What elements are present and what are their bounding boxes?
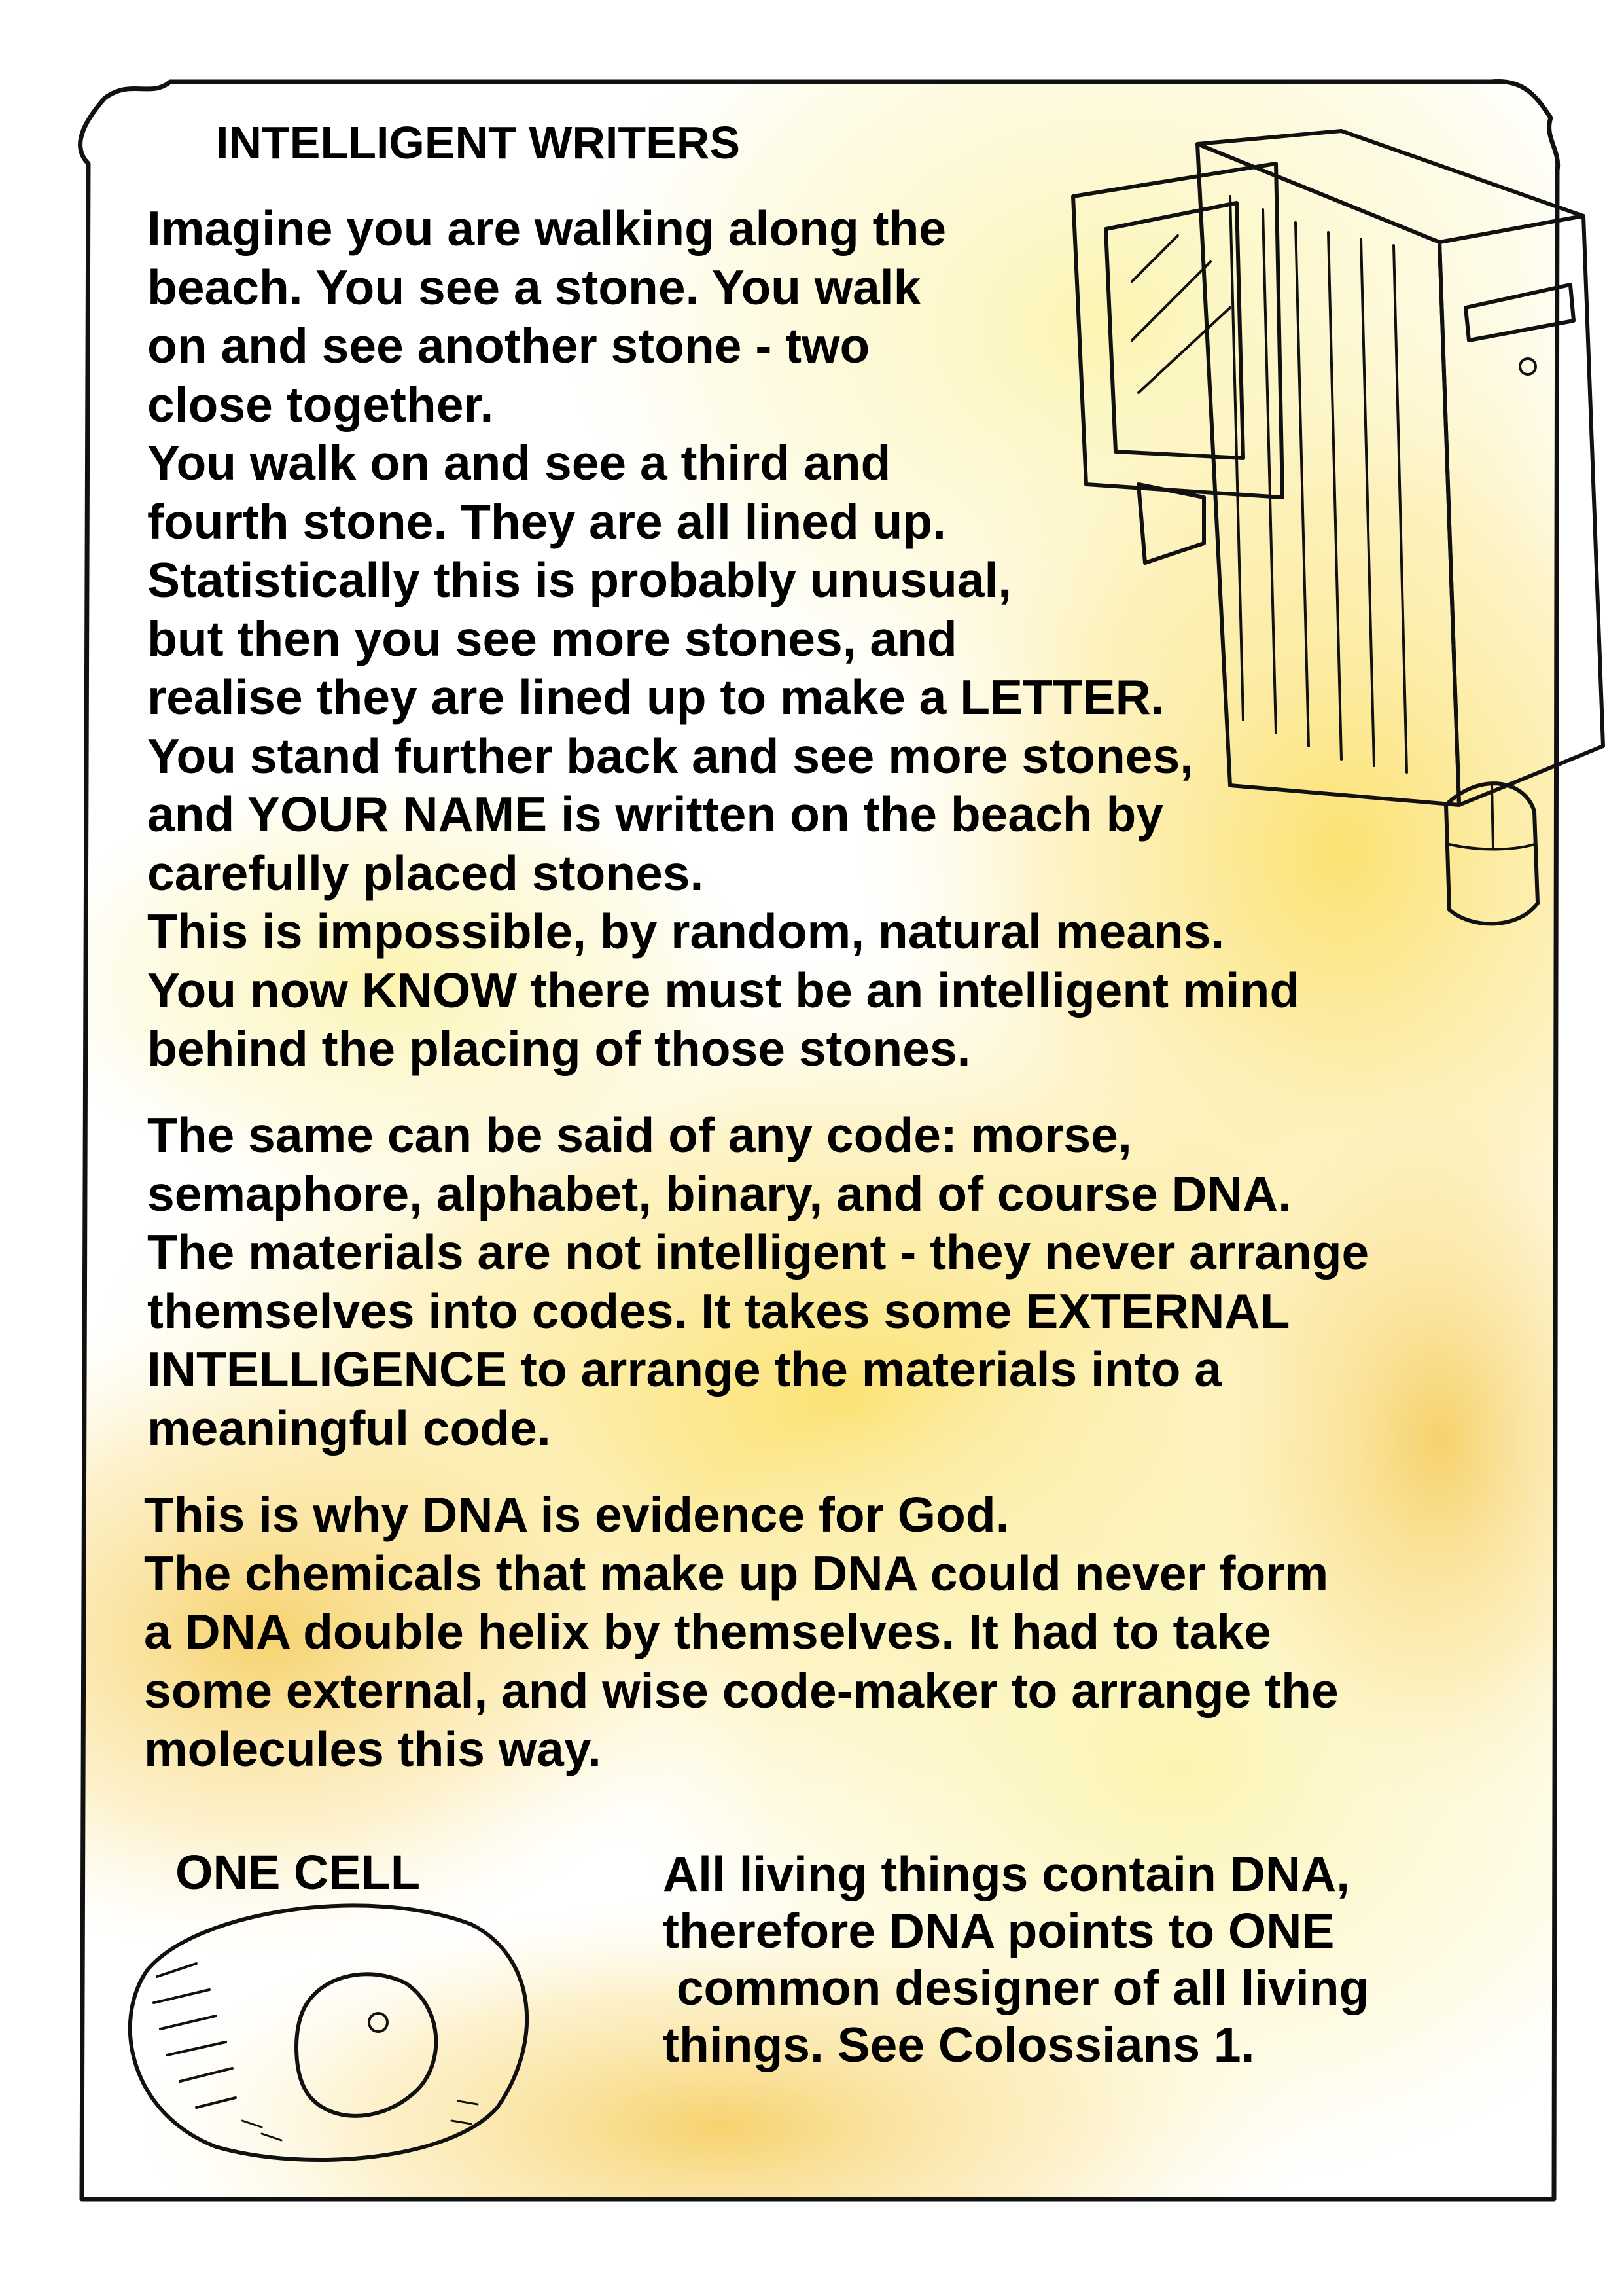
text-line: You walk on and see a third and — [147, 435, 891, 490]
text-line: meaningful code. — [147, 1400, 551, 1456]
text-line: Statistically this is probably unusual, — [147, 552, 1012, 607]
text-line: Imagine you are walking along the — [147, 201, 947, 256]
text-line: close together. — [147, 376, 494, 432]
paragraph-dna-evidence — [144, 1486, 1339, 1779]
text-line: themselves into codes. It takes some EXTERNAL — [147, 1283, 1290, 1338]
text-line: realise they are lined up to make a LETTER. — [147, 670, 1165, 725]
text-line: carefully placed stones. — [147, 845, 704, 901]
page-title: INTELLIGENT WRITERS — [216, 117, 741, 168]
text-line: The same can be said of any code: morse, — [147, 1107, 1132, 1162]
text-line: things. See Colossians 1. — [663, 2017, 1255, 2072]
cell-label: ONE CELL — [175, 1845, 421, 1899]
text-line: The chemicals that make up DNA could never form — [144, 1545, 1329, 1601]
text-line: The materials are not intelligent - they never arrange — [147, 1225, 1369, 1280]
text-line: semaphore, alphabet, binary, and of course DNA. — [147, 1166, 1292, 1221]
text-line: therefore DNA points to ONE — [663, 1903, 1335, 1958]
text-line: behind the placing of those stones. — [147, 1021, 971, 1076]
paragraph-common-designer — [663, 1846, 1369, 2073]
text-line: fourth stone. They are all lined up. — [147, 493, 946, 549]
text-line: INTELLIGENCE to arrange the materials into a — [147, 1342, 1222, 1397]
text-line: This is why DNA is evidence for God. — [144, 1487, 1010, 1542]
text-line: and YOUR NAME is written on the beach by — [147, 787, 1163, 842]
text-line: This is impossible, by random, natural means. — [147, 904, 1225, 959]
text-line: beach. You see a stone. You walk — [147, 259, 921, 315]
text-line: but then you see more stones, and — [147, 611, 957, 666]
text-line: a DNA double helix by themselves. It had to take — [144, 1604, 1271, 1659]
text-line: molecules this way. — [144, 1721, 601, 1776]
paragraph-beach-stones — [147, 200, 1299, 1079]
text-line: on and see another stone - two — [147, 318, 870, 373]
text-line: common designer of all living — [663, 1960, 1369, 2015]
text-line: All living things contain DNA, — [663, 1846, 1350, 1901]
paragraph-codes — [147, 1106, 1369, 1458]
text-line: some external, and wise code-maker to arrange the — [144, 1662, 1339, 1718]
text-line: You stand further back and see more stones, — [147, 728, 1194, 783]
text-line: You now KNOW there must be an intelligent mind — [147, 962, 1300, 1018]
